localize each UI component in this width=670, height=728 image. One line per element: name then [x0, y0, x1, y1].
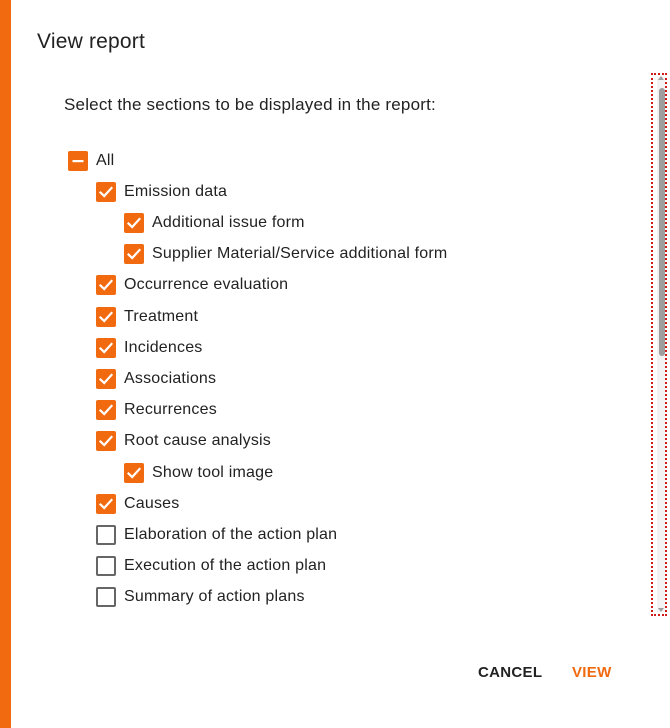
section-checkbox-row[interactable] — [96, 395, 217, 426]
view-button[interactable]: VIEW — [566, 660, 618, 685]
section-label: Occurrence evaluation — [124, 276, 289, 294]
checkbox-unchecked-icon[interactable] — [96, 556, 116, 576]
section-label: Supplier Material/Service additional form — [152, 245, 448, 263]
section-label: Summary of action plans — [124, 588, 305, 606]
section-label: Recurrences — [124, 401, 217, 419]
section-checkbox-row[interactable] — [96, 582, 305, 613]
checkbox-unchecked-icon[interactable] — [96, 587, 116, 607]
section-label: Additional issue form — [152, 213, 305, 231]
section-checkbox-row[interactable] — [96, 551, 326, 582]
section-label: Causes — [124, 494, 180, 512]
section-checkbox-row[interactable] — [96, 176, 227, 207]
section-checkbox-row[interactable] — [124, 239, 447, 270]
checkbox-indeterminate-icon[interactable] — [68, 151, 88, 171]
cancel-button[interactable]: CANCEL — [472, 660, 548, 685]
dialog-accent-bar — [0, 0, 11, 728]
section-checkbox-row[interactable] — [124, 457, 273, 488]
section-label: Treatment — [124, 307, 199, 325]
section-label: Elaboration of the action plan — [124, 525, 338, 543]
section-label: Associations — [124, 369, 217, 387]
section-checkbox-row[interactable] — [96, 332, 203, 363]
section-checkbox-row[interactable] — [96, 363, 216, 394]
section-checkbox-row[interactable] — [96, 270, 288, 301]
checkbox-checked-icon[interactable] — [96, 182, 116, 202]
section-label: Incidences — [124, 338, 203, 356]
section-label: Emission data — [124, 182, 228, 200]
checkbox-checked-icon[interactable] — [96, 431, 116, 451]
dialog-instruction: Select the sections to be displayed in the report: — [64, 95, 436, 114]
section-checkbox-row[interactable] — [124, 207, 305, 238]
checkbox-checked-icon[interactable] — [124, 213, 144, 233]
section-checkbox-row[interactable] — [96, 519, 337, 550]
checkbox-checked-icon[interactable] — [96, 338, 116, 358]
section-label: Root cause analysis — [124, 432, 271, 450]
checkbox-checked-icon[interactable] — [124, 463, 144, 483]
checkbox-checked-icon[interactable] — [124, 244, 144, 264]
checkbox-checked-icon[interactable] — [96, 307, 116, 327]
scrollbar-highlight-frame — [651, 73, 667, 616]
section-checkbox-row[interactable] — [96, 301, 198, 332]
section-checkbox-row[interactable] — [68, 145, 114, 176]
checkbox-checked-icon[interactable] — [96, 400, 116, 420]
section-checkbox-row[interactable] — [96, 426, 271, 457]
section-checkbox-row[interactable] — [96, 488, 179, 519]
checkbox-checked-icon[interactable] — [96, 494, 116, 514]
section-label: Execution of the action plan — [124, 557, 327, 575]
dialog-title: View report — [37, 30, 146, 53]
checkbox-checked-icon[interactable] — [96, 369, 116, 389]
section-label: Show tool image — [152, 463, 274, 481]
section-label: All — [96, 151, 115, 169]
checkbox-unchecked-icon[interactable] — [96, 525, 116, 545]
checkbox-checked-icon[interactable] — [96, 275, 116, 295]
